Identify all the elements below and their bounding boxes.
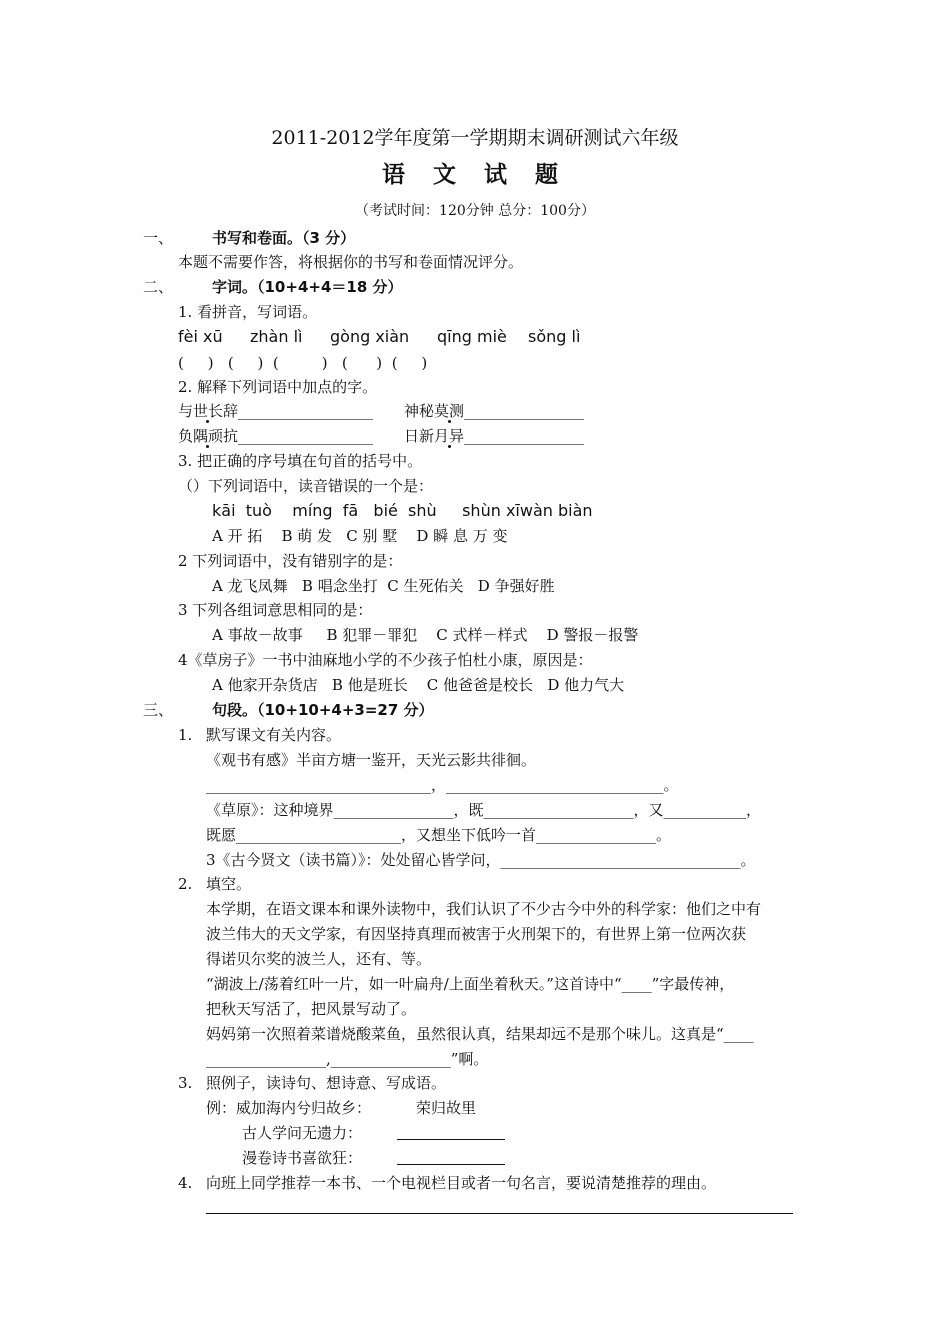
section3-number: 三、	[143, 701, 174, 719]
q2-3-sub4-stem: 4《草房子》一书中油麻地小学的不少孩子怕杜小康，原因是：	[178, 651, 593, 669]
idiom-prompt-1: 古人学问无遗力：	[242, 1124, 363, 1142]
section1-body: 本题不需要作答，将根据你的书写和卷面情况评分。	[178, 253, 524, 271]
pinyin-1: fèi xū	[178, 327, 223, 346]
grassland-line-2: 既愿______________________，又想坐下低吟一首________________。	[206, 826, 672, 844]
section1-title: 书写和卷面。（3 分）	[212, 229, 356, 247]
section3-title: 句段。（10+10+4+3=27 分）	[212, 701, 434, 719]
example-answer: 荣归故里	[416, 1099, 477, 1117]
emphasis-dot	[206, 445, 209, 448]
fill-paragraph-3-line-2: ________________,________________”啊。	[206, 1050, 489, 1068]
q2-3-sub2-options: A 龙飞凤舞 B 唱念坐打 C 生死佑关 D 争强好胜	[212, 577, 555, 595]
emphasis-dot	[448, 420, 451, 423]
pinyin-5: sǒng lì	[528, 327, 581, 346]
idiom-prompt-2: 漫卷诗书喜欲狂：	[242, 1149, 363, 1167]
exam-info: （考试时间：120分钟 总分：100分）	[355, 203, 595, 219]
q3-3-label: 3.	[178, 1074, 193, 1092]
q3-4-title: 向班上同学推荐一本书、一个电视栏目或者一句名言，要说清楚推荐的理由。	[206, 1174, 717, 1192]
emphasis-dot	[448, 445, 451, 448]
section2-number: 二、	[143, 278, 174, 296]
fill-paragraph-1-line-1: 本学期，在语文课本和课外读物中，我们认识了不少古今中外的科学家：他们之中有	[206, 900, 762, 918]
poem-blank-line: ______________________________，_____________________________。	[206, 776, 679, 794]
q3-1-label: 1.	[178, 726, 193, 744]
q2-3-sub1-pinyin: kāi tuò míng fā bié shù shùn xīwàn biàn	[212, 501, 593, 520]
subject-title: 语 文 试 题	[381, 161, 569, 188]
fill-paragraph-1-line-3: 得诺贝尔奖的波兰人，还有、等。	[206, 950, 432, 968]
q2-3-sub1-stem: （）下列词语中，读音错误的一个是：	[178, 477, 434, 495]
poem-line-1: 《观书有感》半亩方塘一鉴开，天光云影共徘徊。	[206, 751, 537, 769]
q2-2-title: 2. 解释下列词语中加点的字。	[178, 378, 378, 396]
example-line: 例：威加海内兮归故乡：	[206, 1099, 372, 1117]
idiom-answer-line-1	[397, 1139, 505, 1140]
q2-3-title: 3. 把正确的序号填在句首的括号中。	[178, 452, 423, 470]
answer-brackets: ( ) ( ) ( ) ( ) ( )	[178, 354, 428, 372]
fill-paragraph-2-line-1: “湖波上/荡着红叶一片，如一叶扁舟/上面坐着秋天。”这首诗中“____”字最传神，	[206, 975, 735, 993]
recommendation-answer-line	[206, 1213, 793, 1214]
q2-1-title: 1. 看拼音，写词语。	[178, 303, 318, 321]
section1-number: 一、	[143, 229, 174, 247]
grassland-line-1: 《草原》：这种境界________________，既____________________，又___________，	[206, 801, 762, 819]
pinyin-3: gòng xiàn	[330, 327, 410, 346]
q2-3-sub2-stem: 2 下列词语中，没有错别字的是：	[178, 552, 403, 570]
q2-3-sub3-stem: 3 下列各组词意思相同的是：	[178, 601, 373, 619]
q2-3-sub1-options: A 开 拓 B 萌 发 C 别 墅 D 瞬 息 万 变	[212, 527, 508, 545]
fill-paragraph-1-line-2: 波兰伟大的天文学家，有因坚持真理而被害于火刑架下的，有世界上第一位两次获	[206, 925, 747, 943]
emphasis-dot	[206, 420, 209, 423]
pinyin-2: zhàn lì	[250, 327, 303, 346]
q3-1-title: 默写课文有关内容。	[206, 726, 342, 744]
pinyin-4: qīng miè	[437, 327, 507, 346]
q3-2-label: 2.	[178, 875, 193, 893]
explain-word-4: 日新月异________________	[404, 427, 585, 445]
q3-3-title: 照例子，读诗句、想诗意、写成语。	[206, 1074, 447, 1092]
q3-2-title: 填空。	[206, 875, 252, 893]
exam-title: 2011-2012学年度第一学期期末调研测试六年级	[271, 127, 679, 149]
q2-3-sub3-options: A 事故－故事 B 犯罪－罪犯 C 式样－样式 D 警报－报警	[212, 626, 639, 644]
explain-word-2: 神秘莫测________________	[404, 402, 585, 420]
fill-paragraph-2-line-2: 把秋天写活了，把风景写动了。	[206, 1000, 417, 1018]
explain-word-1: 与世长辞__________________	[178, 402, 374, 420]
explain-word-3: 负隅顽抗__________________	[178, 427, 374, 445]
fill-paragraph-3-line-1: 妈妈第一次照着菜谱烧酸菜鱼，虽然很认真，结果却远不是那个味儿。这真是“____	[206, 1025, 754, 1043]
idiom-answer-line-2	[397, 1164, 505, 1165]
q2-3-sub4-options: A 他家开杂货店 B 他是班长 C 他爸爸是校长 D 他力气大	[212, 676, 625, 694]
section2-title: 字词。（10+4+4＝18 分）	[212, 278, 403, 296]
q3-4-label: 4.	[178, 1174, 193, 1192]
sayings-line: 3《古今贤文（读书篇）》：处处留心皆学问，________________________________。	[206, 851, 756, 869]
